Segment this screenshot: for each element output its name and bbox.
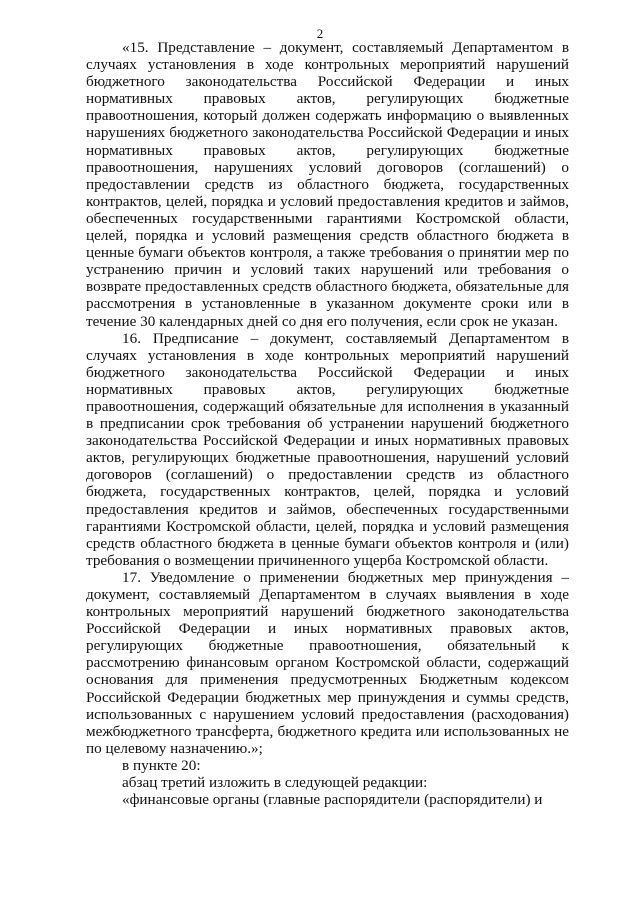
paragraph-financial-bodies: «финансовые органы (главные распорядители (распорядители) и	[122, 791, 543, 809]
document-body	[86, 39, 569, 808]
paragraph-item-16-prescription: 16. Предписание – документ, составляемый Департаментом в случаях установления в ходе контрольных мероприятий нарушений бюджетного законодательства Российской Федерации и иных нормативных правовых актов, регулирующих бюджетные правоотношения, содержащий обязательные для исполнения в указанный в предписании срок требования об устранении нарушений бюджетного законодательства Российской Федерации и иных нормативных правовых актов, регулирующих бюджетные правоотношения, нарушений условий договоров (соглашений) о предоставлении средств из областного бюджета, государственных контрактов, целей, порядка и условий предоставления кредитов и займов, обеспеченных государственными гарантиями Костромской области, целей, порядка и условий размещения средств областного бюджета в ценные бумаги объектов контроля и (или) требования о возмещении причиненного ущерба Костромской области.	[86, 329, 569, 569]
paragraph-point-20: в пункте 20:	[122, 756, 201, 774]
paragraph-item-17-notification: 17. Уведомление о применении бюджетных мер принуждения – документ, составляемый Департаментом в случаях выявления в ходе контрольных мероприятий нарушений бюджетного законодательства Российской Федерации и иных нормативных правовых актов, регулирующих бюджетные правоотношения, обязательный к рассмотрению финансовым органом Костромской области, содержащий основания для применения предусмотренных Бюджетным кодексом Российской Федерации бюджетных мер принуждения и суммы средств, использованных с нарушением условий предоставления (расходования) межбюджетного трансферта, бюджетного кредита или использованных не по целевому назначению.»;	[86, 568, 569, 757]
page-number: 2	[316, 26, 324, 41]
paragraph-item-15-representation: «15. Представление – документ, составляемый Департаментом в случаях установления в ходе контрольных мероприятий нарушений бюджетного законодательства Российской Федерации и иных нормативных правовых актов, регулирующих бюджетные правоотношения, который должен содержать информацию о выявленных нарушениях бюджетного законодательства Российской Федерации и иных нормативных правовых актов, регулирующих бюджетные правоотношения, нарушениях условий договоров (соглашений) о предоставлении средств из областного бюджета, государственных контрактов, целей, порядка и условий предоставления кредитов и займов, обеспеченных государственными гарантиями Костромской области, целей, порядка и условий размещения средств областного бюджета в ценные бумаги объектов контроля, а также требования о принятии мер по устранению причин и условий таких нарушений или требования о возврате предоставленных средств областного бюджета, обязательные для рассмотрения в установленные в указанном документе сроки или в течение 30 календарных дней со дня его получения, если срок не указан.	[86, 39, 569, 330]
paragraph-third-paragraph-instruction: абзац третий изложить в следующей редакции:	[122, 774, 428, 792]
